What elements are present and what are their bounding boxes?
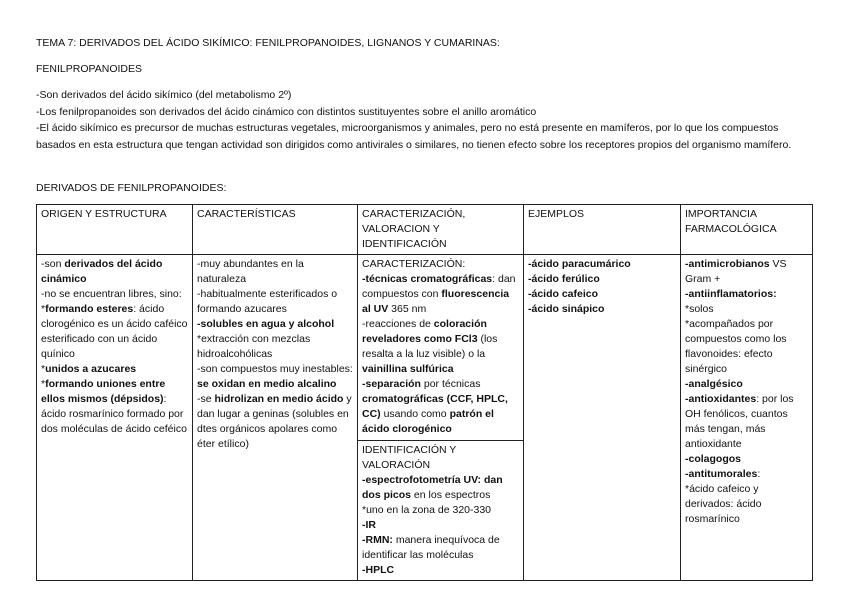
cell-ejemplos xyxy=(524,255,681,581)
table-heading: DERIVADOS DE FENILPROPANOIDES: xyxy=(36,182,227,194)
header-caracteristicas: CARACTERÍSTICAS xyxy=(193,205,358,255)
header-importancia: IMPORTANCIA FARMACOLÓGICA xyxy=(681,205,813,255)
table-row xyxy=(37,255,813,581)
header-caracterizacion: CARACTERIZACIÓN, VALORACION Y IDENTIFICACIÓN xyxy=(358,205,524,255)
intro-paragraph: -El ácido sikímico es precursor de muchas estructuras vegetales, microorganismos y animales, pero no está presente en mamíferos, por lo que los compuestos basados en esta estructura que tengan actividad son dirigidos como antivirales o similares, no tienen efecto sobre los receptores propios del organismo mamífero. xyxy=(36,122,792,151)
derivatives-table xyxy=(36,204,813,581)
cell-caracterizacion: CARACTERIZACIÓN: -técnicas cromatográficas: dan compuestos con fluorescencia al UV 365 nm -reacciones de coloración reveladores como FCl3 (los resalta a la luz visible) o la vainillina sulfúrica -separación por técnicas cromatográficas (CCF, HPLC, CC) usando como patrón el ácido clorogénico IDENTIFICACIÓN Y VALORACIÓN -espectrofotometría UV: dan dos picos en los espectros *uno en la zona de 320-330 -IR -RMN: manera inequívoca de identificar las moléculas -HPLC xyxy=(358,255,524,581)
list-item: -ácido ferúlico xyxy=(528,273,600,285)
header-ejemplos: EJEMPLOS xyxy=(524,205,681,255)
section-heading: FENILPROPANOIDES xyxy=(36,63,142,75)
list-item: -ácido cafeico xyxy=(528,288,599,300)
list-item: -ácido paracumárico xyxy=(528,258,631,270)
document-title: TEMA 7: DERIVADOS DEL ÁCIDO SIKÍMICO: FENILPROPANOIDES, LIGNANOS Y CUMARINAS: xyxy=(36,37,500,49)
cell-origen: -son derivados del ácido cinámico -no se encuentran libres, sino: *formando esteres: ácido clorogénico es un ácido caféico esterificado con un ácido quínico *unidos a azucares *formando uniones entre ellos mismos (dépsidos): ácido rosmarínico formado por dos moléculas de ácido ceféico xyxy=(37,255,193,581)
header-origen: ORIGEN Y ESTRUCTURA xyxy=(37,205,193,255)
list-item: -ácido sinápico xyxy=(528,303,605,315)
cell-caracteristicas: -muy abundantes en la naturaleza -habitualmente esterificados o formando azucares -solubles en agua y alcohol *extracción con mezclas hidroalcohólicas -son compuestos muy inestables: se oxidan en medio alcalino -se hidrolizan en medio ácido y dan lugar a geninas (solubles en dtes orgánicos apolares como éter etílico) xyxy=(193,255,358,581)
intro-line: -Los fenilpropanoides son derivados del ácido cinámico con distintos sustituyentes sobre el anillo aromático xyxy=(36,106,537,118)
table-header-row xyxy=(37,205,813,255)
intro-line: -Son derivados del ácido sikímico (del metabolismo 2º) xyxy=(36,89,292,101)
cell-importancia: -antimicrobianos VS Gram + -antiinflamatorios: *solos *acompañados por compuestos como los flavonoides: efecto sinérgico -analgésico -antioxidantes: por los OH fenólicos, cuantos más tengan, más antioxidante -colagogos -antitumorales: *ácido cafeico y derivados: ácido rosmarínico xyxy=(681,255,813,581)
